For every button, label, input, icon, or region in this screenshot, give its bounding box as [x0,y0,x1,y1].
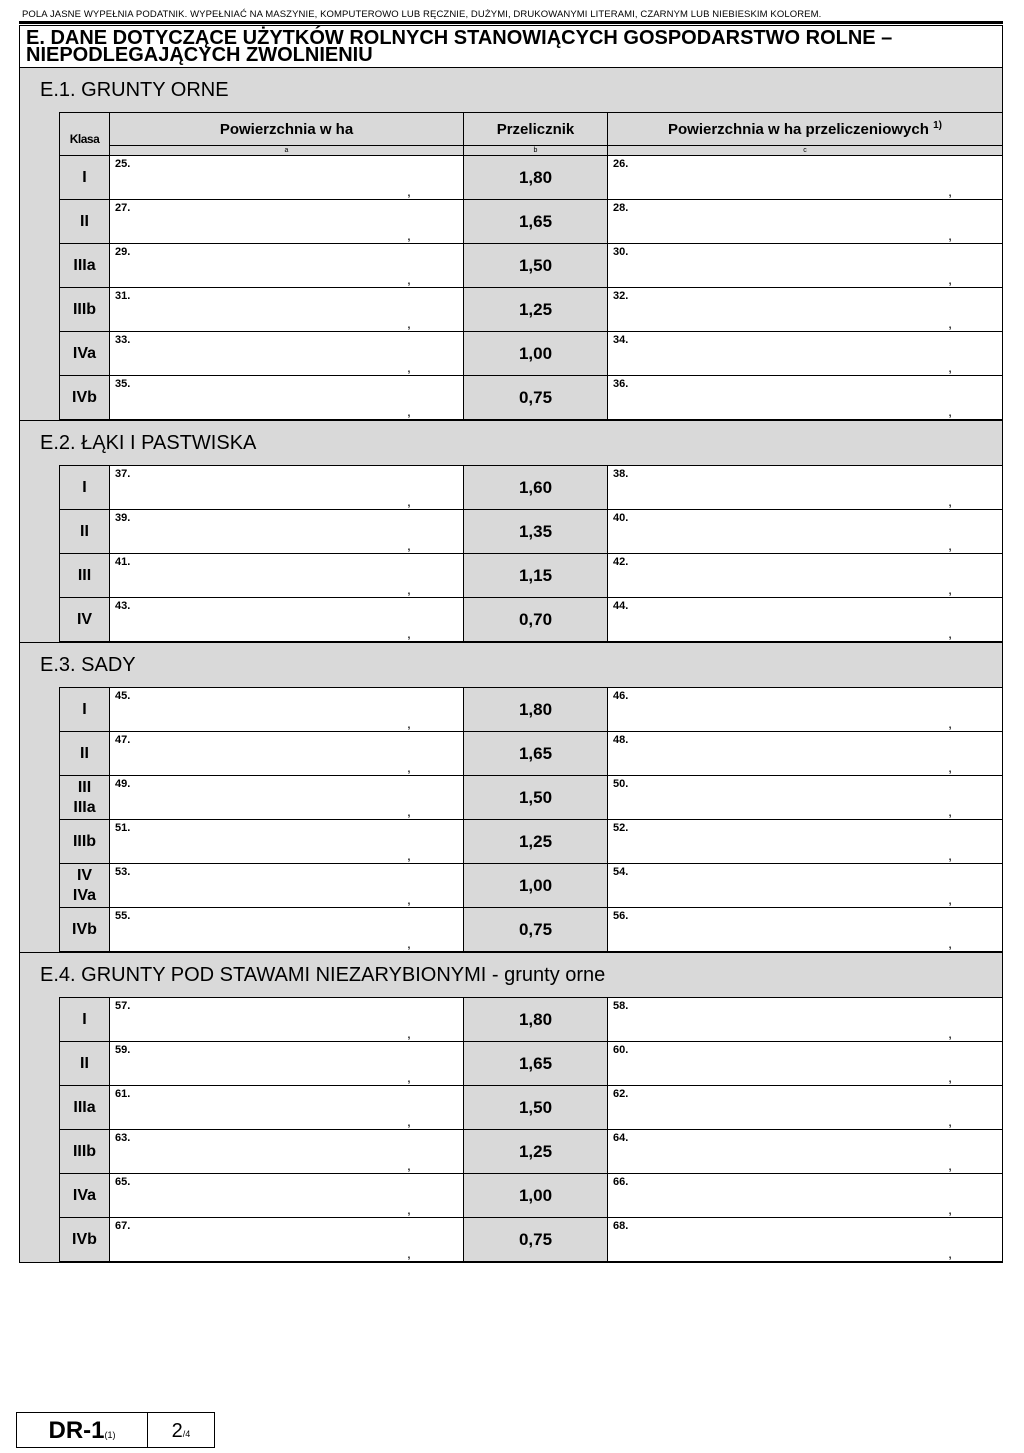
area-input[interactable] [110,244,464,288]
decimal-comma: , [407,759,411,775]
area-input[interactable] [110,864,464,908]
class-cell [60,466,110,510]
header-rate: Przelicznik [464,113,608,146]
decimal-comma: , [948,183,952,199]
class-cell [60,156,110,200]
class-label: IVa [72,344,97,362]
conversion-rate: 1,50 [464,244,608,288]
table-row [60,244,1003,288]
area-input[interactable] [110,200,464,244]
class-cell [60,688,110,732]
field-number: 36. [613,378,629,390]
table-row [60,1086,1003,1130]
subsection-1 [20,68,1002,420]
class-cell [60,1042,110,1086]
column-letter: a [110,146,464,156]
table-row [60,554,1003,598]
area-input[interactable] [110,1130,464,1174]
table-row [60,1042,1003,1086]
table-row [60,466,1003,510]
field-number: 42. [613,556,629,568]
field-number: 32. [613,290,629,302]
decimal-comma: , [948,537,952,553]
class-label: IIIb [72,832,97,850]
decimal-comma: , [948,1113,952,1129]
class-cell [60,244,110,288]
class-cell [60,1086,110,1130]
conversion-rate: 0,75 [464,908,608,952]
conversion-rate: 1,25 [464,288,608,332]
column-letter: b [464,146,608,156]
field-number: 39. [115,512,131,524]
header-note: POLA JASNE WYPEŁNIA PODATNIK. WYPEŁNIAĆ NA MASZYNIE, KOMPUTEROWO LUB RĘCZNIE, DUŻYMI, DRUKOWANYMI LITERAMI, CZARNYM LUB NIEBIESKIM KOLOREM. [22,9,822,20]
field-number: 26. [613,158,629,170]
land-table [59,465,1002,642]
decimal-comma: , [948,271,952,287]
class-cell [60,288,110,332]
class-label: I [82,168,87,186]
field-number: 43. [115,600,131,612]
converted-area-input[interactable] [608,376,1003,420]
decimal-comma: , [948,403,952,419]
decimal-comma: , [407,1245,411,1261]
conversion-rate: 1,50 [464,776,608,820]
subsection-title: E.4. GRUNTY POD STAWAMI NIEZARYBIONYMI - grunty orne [40,964,606,986]
class-cell [60,1130,110,1174]
decimal-comma: , [407,493,411,509]
field-number: 64. [613,1132,629,1144]
decimal-comma: , [407,403,411,419]
subsection-title: E.3. SADY [40,654,136,676]
decimal-comma: , [948,1069,952,1085]
table-row [60,376,1003,420]
conversion-rate: 1,15 [464,554,608,598]
table-row [60,908,1003,952]
area-input[interactable] [110,1174,464,1218]
field-number: 30. [613,246,629,258]
table-row [60,1174,1003,1218]
section-title: E. DANE DOTYCZĄCE UŻYTKÓW ROLNYCH STANOWIĄCYCH GOSPODARSTWO ROLNE – NIEPODLEGAJĄCYCH ZWOLNIENIU [20,26,1002,68]
decimal-comma: , [948,1025,952,1041]
area-input[interactable] [110,466,464,510]
converted-area-input[interactable] [608,820,1003,864]
column-letter: c [608,146,1003,156]
decimal-comma: , [948,759,952,775]
converted-area-input[interactable] [608,688,1003,732]
table-row [60,998,1003,1042]
page-total: /4 [182,1429,191,1439]
class-label: IVb [72,920,97,938]
field-number: 56. [613,910,629,922]
class-label: III [77,566,92,584]
class-label: I [82,1010,87,1028]
field-number: 48. [613,734,629,746]
area-input[interactable] [110,908,464,952]
class-label: IIIa [73,1098,96,1116]
class-cell [60,598,110,642]
converted-area-input[interactable] [608,732,1003,776]
field-number: 61. [115,1088,131,1100]
field-number: 68. [613,1220,629,1232]
table-row [60,776,1003,820]
header-converted-text: Powierzchnia w ha przeliczeniowych [668,121,929,138]
column-letters-row [60,146,1003,156]
form-footer [16,1412,215,1448]
subsections-container [20,68,1002,1262]
area-input[interactable] [110,1086,464,1130]
field-number: 34. [613,334,629,346]
field-number: 44. [613,600,629,612]
converted-area-input[interactable] [608,1174,1003,1218]
converted-area-input[interactable] [608,1042,1003,1086]
conversion-rate: 1,25 [464,1130,608,1174]
conversion-rate: 1,50 [464,1086,608,1130]
conversion-rate: 1,35 [464,510,608,554]
table-row [60,1218,1003,1262]
class-label: IVa [72,886,97,904]
field-number: 60. [613,1044,629,1056]
class-cell [60,732,110,776]
table-row [60,288,1003,332]
decimal-comma: , [948,625,952,641]
class-cell [60,1174,110,1218]
form-code-variant: (1) [104,1430,116,1440]
field-number: 53. [115,866,131,878]
class-cell [60,908,110,952]
converted-area-input[interactable] [608,1130,1003,1174]
area-input[interactable] [110,332,464,376]
decimal-comma: , [407,227,411,243]
form-code [17,1413,148,1447]
decimal-comma: , [407,625,411,641]
class-label: IVa [72,1186,97,1204]
conversion-rate: 1,65 [464,732,608,776]
converted-area-input[interactable] [608,1086,1003,1130]
table-header-row [60,113,1003,146]
land-table [59,997,1002,1262]
class-cell [60,554,110,598]
class-cell [60,200,110,244]
class-cell [60,998,110,1042]
conversion-rate: 1,00 [464,1174,608,1218]
converted-area-input[interactable] [608,200,1003,244]
converted-area-input[interactable] [608,1218,1003,1262]
decimal-comma: , [948,1245,952,1261]
class-label: I [82,700,87,718]
page-current: 2 [171,1420,183,1442]
converted-area-input[interactable] [608,156,1003,200]
conversion-rate: 0,75 [464,376,608,420]
area-input[interactable] [110,776,464,820]
converted-area-input[interactable] [608,908,1003,952]
class-label: II [80,212,89,230]
field-number: 31. [115,290,131,302]
decimal-comma: , [407,803,411,819]
field-number: 59. [115,1044,131,1056]
decimal-comma: , [948,227,952,243]
class-label: IIIa [73,798,96,816]
field-number: 57. [115,1000,131,1012]
table-row [60,510,1003,554]
subsection-4 [20,952,1002,1262]
class-cell [60,1218,110,1262]
table-row [60,332,1003,376]
land-table [59,112,1002,420]
area-input[interactable] [110,510,464,554]
area-input[interactable] [110,376,464,420]
conversion-rate: 1,65 [464,200,608,244]
conversion-rate: 1,80 [464,688,608,732]
conversion-rate: 1,60 [464,466,608,510]
table-row [60,1130,1003,1174]
decimal-comma: , [407,1025,411,1041]
field-number: 58. [613,1000,629,1012]
conversion-rate: 1,80 [464,156,608,200]
field-number: 28. [613,202,629,214]
class-label: III [77,778,92,796]
class-label: II [80,522,89,540]
class-label: IVb [72,1230,97,1248]
area-input[interactable] [110,688,464,732]
class-label: II [80,744,89,762]
subsection-2 [20,420,1002,642]
class-cell [60,510,110,554]
header-area: Powierzchnia w ha [110,113,464,146]
conversion-rate: 1,80 [464,998,608,1042]
decimal-comma: , [407,271,411,287]
field-number: 50. [613,778,629,790]
header-converted [608,113,1003,146]
class-label: IVb [72,388,97,406]
converted-area-input[interactable] [608,998,1003,1042]
decimal-comma: , [948,581,952,597]
form-code-text: DR-1 [48,1417,105,1444]
area-input[interactable] [110,998,464,1042]
decimal-comma: , [948,847,952,863]
conversion-rate: 1,25 [464,820,608,864]
field-number: 54. [613,866,629,878]
class-cell [60,776,110,820]
converted-area-input[interactable] [608,554,1003,598]
decimal-comma: , [407,581,411,597]
area-input[interactable] [110,288,464,332]
area-input[interactable] [110,732,464,776]
decimal-comma: , [407,183,411,199]
converted-area-input[interactable] [608,776,1003,820]
class-cell [60,376,110,420]
converted-area-input[interactable] [608,332,1003,376]
table-row [60,598,1003,642]
subsection-3 [20,642,1002,952]
decimal-comma: , [407,315,411,331]
decimal-comma: , [948,1157,952,1173]
decimal-comma: , [948,1201,952,1217]
decimal-comma: , [407,715,411,731]
converted-area-input[interactable] [608,598,1003,642]
decimal-comma: , [948,803,952,819]
decimal-comma: , [407,891,411,907]
decimal-comma: , [407,935,411,951]
class-cell [60,820,110,864]
conversion-rate: 1,00 [464,864,608,908]
decimal-comma: , [948,359,952,375]
table-row [60,820,1003,864]
area-input[interactable] [110,1218,464,1262]
conversion-rate: 0,75 [464,1218,608,1262]
header-rule [19,21,1003,24]
field-number: 47. [115,734,131,746]
table-row [60,864,1003,908]
area-input[interactable] [110,554,464,598]
decimal-comma: , [948,891,952,907]
decimal-comma: , [407,1201,411,1217]
class-label: IIIa [73,256,96,274]
field-number: 27. [115,202,131,214]
field-number: 45. [115,690,131,702]
footnote-marker: 1) [933,120,942,131]
conversion-rate: 1,65 [464,1042,608,1086]
converted-area-input[interactable] [608,288,1003,332]
converted-area-input[interactable] [608,864,1003,908]
decimal-comma: , [407,359,411,375]
field-number: 66. [613,1176,629,1188]
decimal-comma: , [948,715,952,731]
class-label: IV [76,866,93,884]
area-input[interactable] [110,598,464,642]
page-number [148,1413,214,1447]
field-number: 51. [115,822,131,834]
conversion-rate: 0,70 [464,598,608,642]
class-label: IIIb [72,300,97,318]
table-row [60,200,1003,244]
header-klasa: Klasa [60,113,110,156]
field-number: 37. [115,468,131,480]
field-number: 40. [613,512,629,524]
class-label: II [80,1054,89,1072]
decimal-comma: , [407,537,411,553]
decimal-comma: , [948,315,952,331]
field-number: 62. [613,1088,629,1100]
table-row [60,156,1003,200]
subsection-title: E.1. GRUNTY ORNE [40,79,229,101]
field-number: 25. [115,158,131,170]
field-number: 55. [115,910,131,922]
field-number: 41. [115,556,131,568]
decimal-comma: , [407,847,411,863]
area-input[interactable] [110,1042,464,1086]
field-number: 33. [115,334,131,346]
table-row [60,688,1003,732]
area-input[interactable] [110,820,464,864]
converted-area-input[interactable] [608,466,1003,510]
class-cell [60,332,110,376]
decimal-comma: , [407,1157,411,1173]
class-label: I [82,478,87,496]
table-row [60,732,1003,776]
decimal-comma: , [948,493,952,509]
decimal-comma: , [948,935,952,951]
field-number: 49. [115,778,131,790]
field-number: 29. [115,246,131,258]
field-number: 65. [115,1176,131,1188]
subsection-title: E.2. ŁĄKI I PASTWISKA [40,432,257,454]
class-label: IV [76,610,93,628]
decimal-comma: , [407,1069,411,1085]
form-section-e [19,25,1003,1263]
class-cell [60,864,110,908]
converted-area-input[interactable] [608,244,1003,288]
field-number: 63. [115,1132,131,1144]
field-number: 52. [613,822,629,834]
area-input[interactable] [110,156,464,200]
class-label: IIIb [72,1142,97,1160]
field-number: 38. [613,468,629,480]
conversion-rate: 1,00 [464,332,608,376]
decimal-comma: , [407,1113,411,1129]
field-number: 35. [115,378,131,390]
converted-area-input[interactable] [608,510,1003,554]
field-number: 46. [613,690,629,702]
land-table [59,687,1002,952]
field-number: 67. [115,1220,131,1232]
